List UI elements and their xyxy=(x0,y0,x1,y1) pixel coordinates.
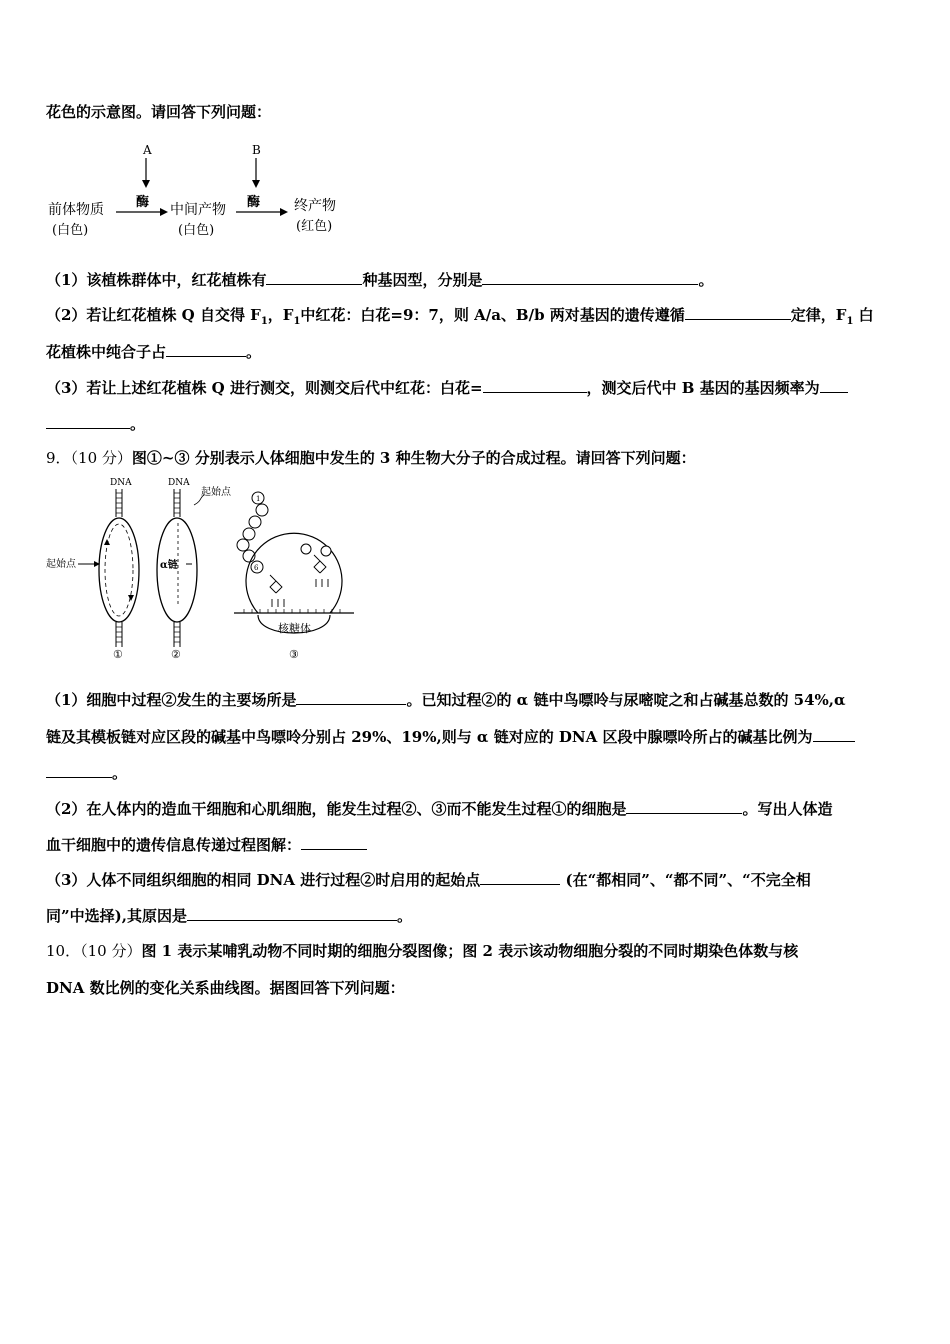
answer-blank[interactable] xyxy=(820,378,848,393)
final-product-label: 终产物 xyxy=(294,198,336,214)
intermediate-label: 中间产物 xyxy=(170,202,226,218)
figure-label-2: ② xyxy=(171,648,181,660)
ribosome-label: 核糖体 xyxy=(278,622,311,635)
q9-part1-line3: 。 xyxy=(46,763,127,783)
q8-part3-line2: 。 xyxy=(46,414,145,434)
precursor-label: 前体物质 xyxy=(48,202,104,218)
dna-label-2: DNA xyxy=(168,478,190,488)
q8-part2-line2: 花植株中纯合子占 。 xyxy=(46,343,262,361)
figure-label-1: ① xyxy=(113,648,123,660)
question-number: 9．（10 分） xyxy=(46,449,132,467)
q9-part1-line2: 链及其模板链对应区段的碱基中鸟嘌呤分别占 29%、19%,则与 α 链对应的 DNA 区段中腺嘌呤所占的碱基比例为 xyxy=(46,727,855,747)
bead-number-top: 1 xyxy=(256,495,261,503)
question-number: 10．（10 分） xyxy=(46,942,142,960)
answer-blank[interactable] xyxy=(480,870,560,885)
intro-text: 花色的示意图。请回答下列问题： xyxy=(46,103,272,121)
answer-blank[interactable] xyxy=(46,414,130,429)
gene-b-label: B xyxy=(252,143,261,157)
q9-part2: （2）在人体内的造血干细胞和心肌细胞，能发生过程②、③而不能发生过程①的细胞是 。写出人体造 xyxy=(46,800,833,818)
origin-label-1: 起始点 xyxy=(46,559,76,570)
enzyme-2-label: 酶 xyxy=(247,195,261,210)
q9-part1: （1）细胞中过程②发生的主要场所是 。已知过程②的 α 链中鸟嘌呤与尿嘧啶之和占碱基总数的 54%,α xyxy=(46,691,846,709)
answer-blank[interactable] xyxy=(813,727,855,742)
alpha-chain-label: α链 xyxy=(160,560,178,571)
answer-blank[interactable] xyxy=(483,378,587,393)
q9-part2-line2: 血干细胞中的遗传信息传递过程图解： xyxy=(46,835,367,855)
answer-blank[interactable] xyxy=(685,305,791,320)
q9-stem: 9．（10 分）图①~③ 分别表示人体细胞中发生的 3 种生物大分子的合成过程。请回答下列问题： xyxy=(46,449,696,467)
answer-blank[interactable] xyxy=(482,270,698,285)
enzyme-1-label: 酶 xyxy=(136,195,150,210)
answer-blank[interactable] xyxy=(46,763,112,778)
q9-part3: （3）人体不同组织细胞的相同 DNA 进行过程②时启用的起始点 (在“都相同”、“都不同”、“不完全相 xyxy=(46,871,811,889)
answer-blank[interactable] xyxy=(266,270,362,285)
gene-a-label: A xyxy=(143,143,152,157)
final-color-label: (红色) xyxy=(296,219,333,234)
q8-part2: （2）若让红花植株 Q 自交得 $F_1$，$F_1$中红花：白花=9：7，则 A/a、B/b 两对基因的遗传遵循 定律，$F_1$ 白 xyxy=(46,306,874,327)
pathway-diagram xyxy=(46,140,356,240)
answer-blank[interactable] xyxy=(301,835,367,850)
intermediate-color-label: (白色) xyxy=(178,223,215,238)
q8-part3: （3）若让上述红花植株 Q 进行测交，则测交后代中红花：白花= ，测交后代中 B 基因的基因频率为 xyxy=(46,378,848,398)
q10-stem-line2: DNA 数比例的变化关系曲线图。据图回答下列问题： xyxy=(46,979,405,997)
answer-blank[interactable] xyxy=(296,690,406,705)
q8-part1: （1）该植株群体中，红花植株有 种基因型，分别是 。 xyxy=(46,271,714,289)
precursor-color-label: (白色) xyxy=(52,223,89,238)
answer-blank[interactable] xyxy=(166,342,246,357)
origin-label-2: 起始点 xyxy=(201,487,231,498)
answer-blank[interactable] xyxy=(626,799,742,814)
dna-label-1: DNA xyxy=(110,478,132,488)
figure-label-3: ③ xyxy=(289,648,299,660)
synthesis-diagram xyxy=(44,475,364,660)
q9-part3-line2: 同”中选择),其原因是 。 xyxy=(46,907,412,925)
q10-stem: 10．（10 分）图 1 表示某哺乳动物不同时期的细胞分裂图像；图 2 表示该动物细胞分裂的不同时期染色体数与核 xyxy=(46,942,799,960)
bead-number-mid: 6 xyxy=(254,564,259,572)
answer-blank[interactable] xyxy=(187,906,397,921)
